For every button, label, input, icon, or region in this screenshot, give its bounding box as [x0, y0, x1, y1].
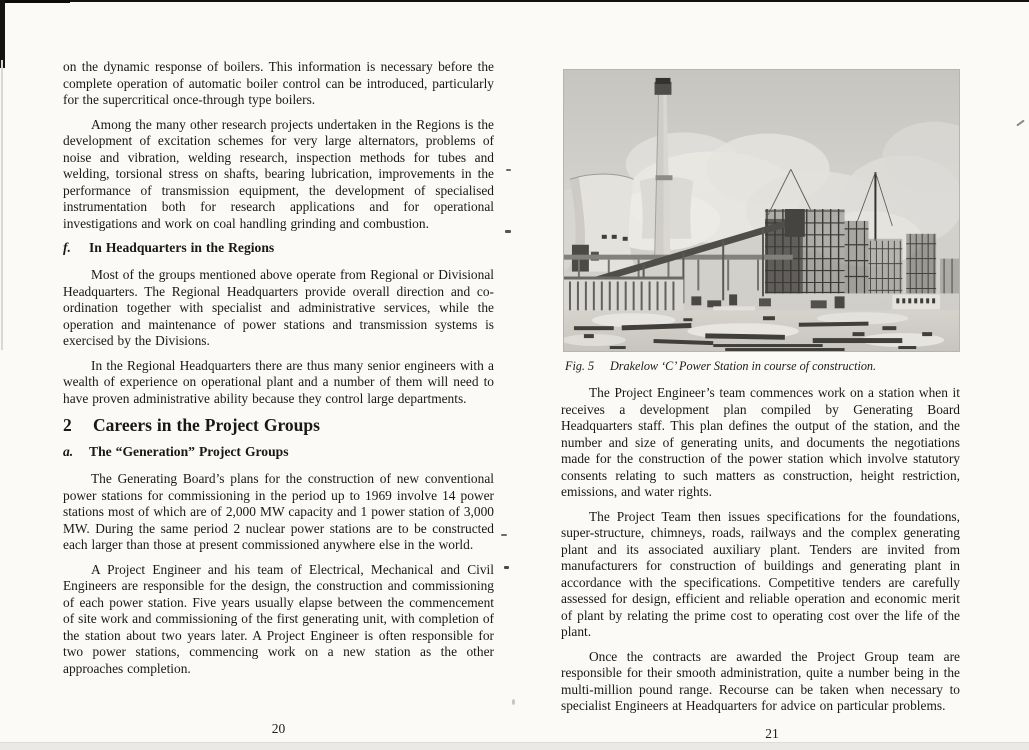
- section-heading-f: [63, 240, 494, 256]
- page-left: [63, 59, 494, 685]
- body-paragraph: The Generating Board’s plans for the construction of new conventional power stations for commissioning in the period up to 1969 involve 14 power stations most of which are of 2,000 MW capacity and 1 power station of 3,000 MW. During the same period 2 nuclear power stations are to be constructed each larger than those at present commissioned anywhere else in the world.: [63, 471, 494, 552]
- section-title: The “Generation” Project Groups: [89, 444, 289, 459]
- scan-speck: [501, 534, 507, 536]
- figure-label: Fig. 5: [565, 359, 595, 373]
- section-title: In Headquarters in the Regions: [89, 240, 275, 255]
- chapter-heading: [63, 415, 494, 435]
- scan-speck: [504, 566, 509, 569]
- section-letter: a.: [63, 444, 74, 459]
- power-station-photo-art: [564, 70, 959, 351]
- body-paragraph: The Project Engineer’s team commences work on a station when it receives a development plan compiled by Generating Board Headquarters staff. This plan defines the output of the station, and the number and size of generating units, and documents the negotiations made for the construction of the power station which involve statutory consents relating to such matters as construction, height restriction, emissions, and water rights.: [561, 385, 960, 499]
- section-heading-a: [63, 444, 494, 460]
- power-station-photo: [563, 69, 960, 352]
- body-paragraph: Among the many other research projects undertaken in the Regions is the development of excitation schemes for very large alternators, problems of noise and vibration, welding research, inspection methods for tubes and welding, torsional stress on shafts, bearing lubrication, improvements in the performance of transmission equipment, the development of specialised instrumentation both for research applications and for operational investigations and work on coal handling grinding and combustion.: [63, 116, 494, 231]
- body-paragraph: on the dynamic response of boilers. This information is necessary before the complete operation of automatic boiler control can be introduced, particularly for the supercritical once-through type boilers.: [63, 59, 494, 107]
- scan-speck: [505, 230, 511, 233]
- section-letter: f.: [63, 240, 71, 255]
- scan-speck: [1016, 120, 1025, 127]
- scan-edge-left: [0, 0, 5, 68]
- page-number-left: 20: [271, 721, 286, 736]
- chapter-title: Careers in the Project Groups: [93, 415, 320, 435]
- page-number-right: 21: [765, 726, 779, 741]
- body-paragraph: The Project Team then issues specifications for the foundations, super-structure, chimneys, roads, railways and the complex generating plant and its associated auxiliary plant. Tenders are invited from manufacturers for construction of buildings and generating plant in accordance with the specifications. Competitive tenders are carefully assessed for design, efficient and reliable operation and economic merit of plant by relating the prime cost to operating cost over the life of the plant.: [561, 508, 960, 639]
- scan-edge-left-line: [1, 60, 3, 350]
- page-right: [561, 385, 960, 723]
- chapter-number: 2: [63, 415, 72, 435]
- figure-caption: [565, 359, 960, 374]
- scan-speck: [512, 699, 515, 705]
- body-paragraph: Most of the groups mentioned above operate from Regional or Divisional Headquarters. The Regional Headquarters provide overall direction and co-ordination together with specialist and administrative services, while the operation and maintenance of power stations and transmission systems is exercised by the Divisions.: [63, 267, 494, 348]
- scan-edge-top-corner: [0, 0, 70, 3]
- body-paragraph: A Project Engineer and his team of Electrical, Mechanical and Civil Engineers are responsible for the design, the construction and commissioning of each power station. Five years usually elapse between the commencement of site work and commissioning of the first generating unit, with completion of the station about two years later. A Project Engineer is often responsible for two power stations, commencing work on a new station as the other approaches completion.: [63, 561, 494, 676]
- scan-edge-top: [0, 0, 1029, 2]
- figure-caption-text: Drakelow ‘C’ Power Station in course of construction.: [610, 359, 877, 373]
- body-paragraph: Once the contracts are awarded the Project Group team are responsible for their smooth administration, quite a number being in the multi-million pound range. Recourse can be taken when necessary to specialist Engineers at Headquarters for advice on particular problems.: [561, 648, 960, 713]
- scan-speck: [506, 169, 511, 171]
- body-paragraph: In the Regional Headquarters there are thus many senior engineers with a wealth of experience on operational plant and a number of them will need to have proven administrative ability because they control large departments.: [63, 357, 494, 406]
- scan-bottom-strip: [0, 742, 1029, 750]
